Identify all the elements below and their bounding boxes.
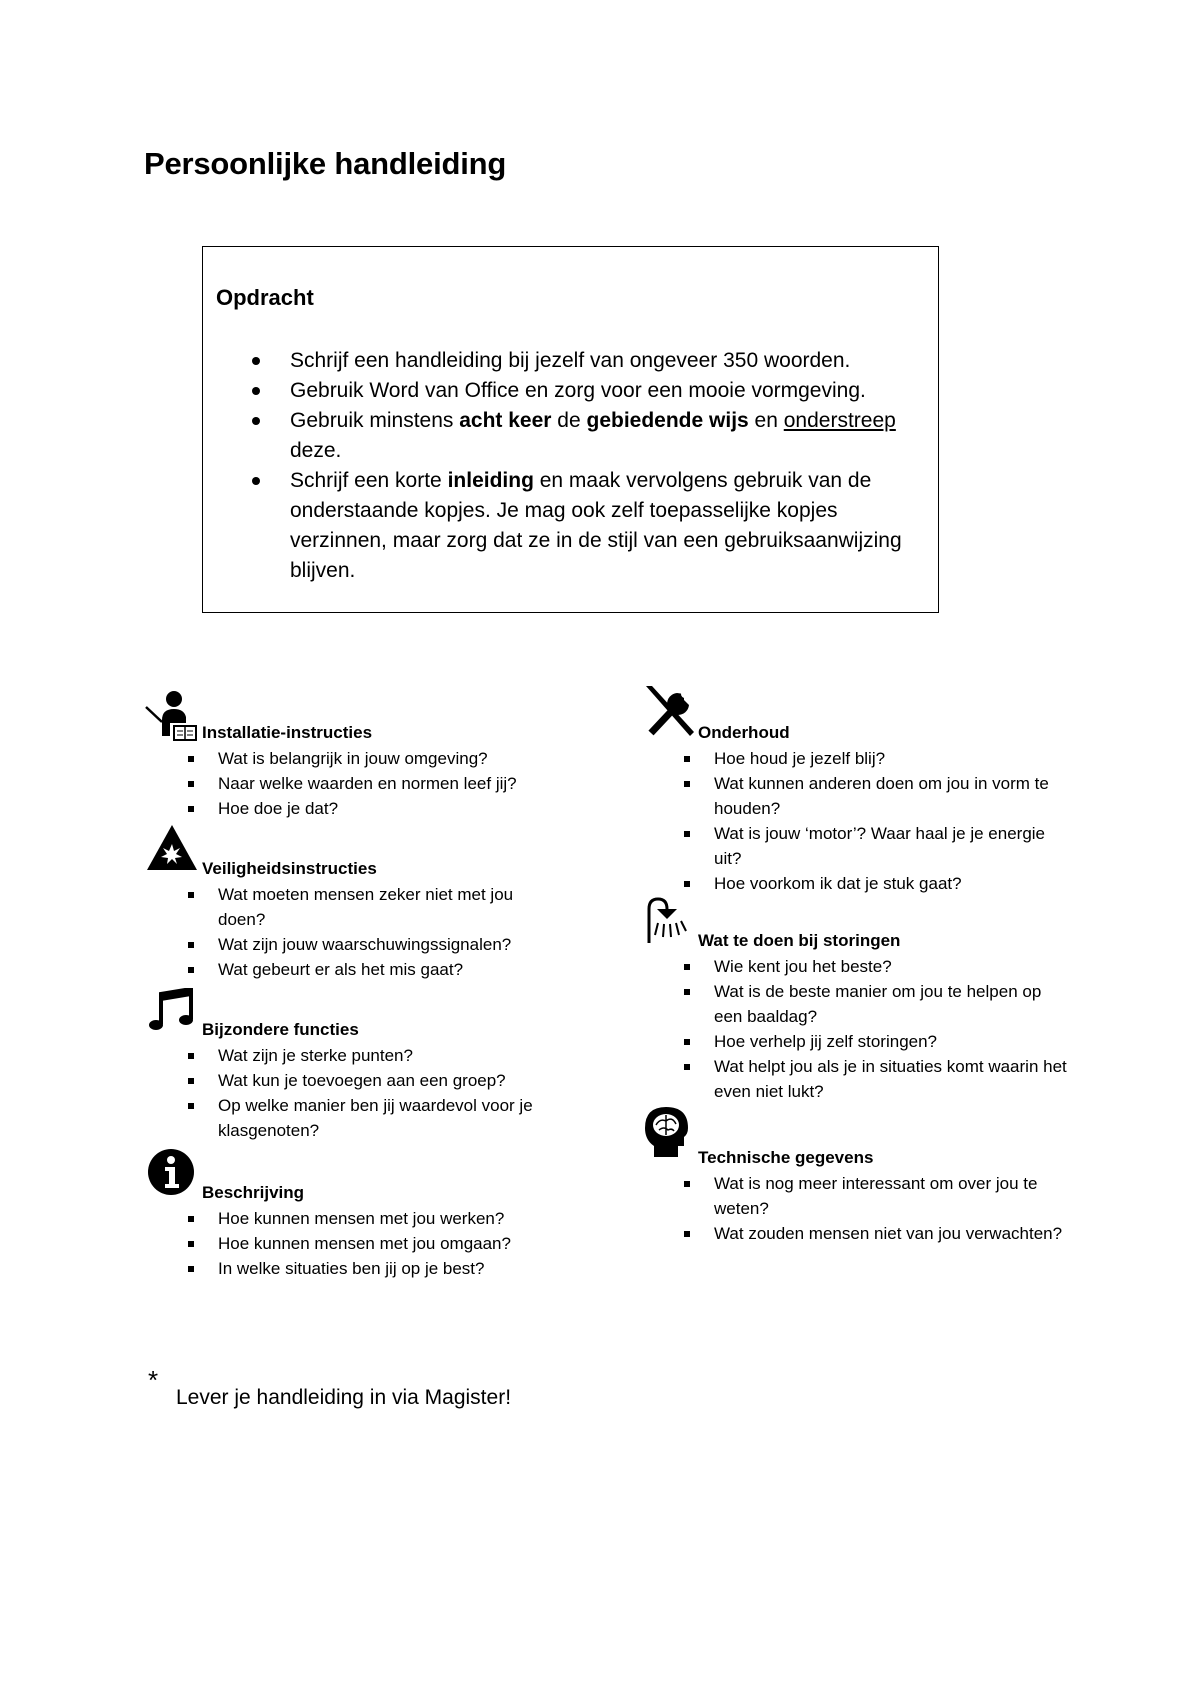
task-item [290, 376, 930, 406]
question-list [218, 882, 548, 982]
task-text: de [551, 409, 587, 432]
question-item: Naar welke waarden en normen leef jij? [218, 771, 568, 796]
question-item: Wat gebeurt er als het mis gaat? [218, 957, 548, 982]
question-item: Wat zijn jouw waarschuwingssignalen? [218, 932, 548, 957]
question-item: In welke situaties ben jij op je best? [218, 1256, 568, 1281]
info-icon [147, 1148, 195, 1196]
question-item: Hoe verhelp jij zelf storingen? [714, 1029, 1074, 1054]
question-item: Op welke manier ben jij waardevol voor je klasgenoten? [218, 1093, 578, 1143]
shower-icon [644, 895, 694, 945]
task-text: acht keer [459, 409, 552, 432]
section-heading: Technische gegevens [698, 1148, 874, 1167]
brain-head-icon [644, 1106, 690, 1158]
question-item: Wat is belangrijk in jouw omgeving? [218, 746, 568, 771]
question-list [714, 746, 1074, 896]
asterisk-icon: * [148, 1365, 159, 1395]
section-heading: Installatie-instructies [202, 723, 373, 742]
section-heading: Veiligheidsinstructies [202, 859, 377, 878]
question-item: Wat zijn je sterke punten? [218, 1043, 578, 1068]
question-item: Wie kent jou het beste? [714, 954, 1074, 979]
question-item: Hoe voorkom ik dat je stuk gaat? [714, 871, 1074, 896]
task-text: en [748, 409, 784, 432]
question-item: Wat is jouw ‘motor’? Waar haal je je energie uit? [714, 821, 1074, 871]
question-list [714, 954, 1074, 1104]
question-item: Wat is de beste manier om jou te helpen op een baaldag? [714, 979, 1074, 1029]
task-list [290, 346, 930, 586]
question-item: Wat helpt jou als je in situaties komt waarin het even niet lukt? [714, 1054, 1074, 1104]
task-item [290, 466, 930, 586]
question-item: Wat kunnen anderen doen om jou in vorm te houden? [714, 771, 1074, 821]
question-item: Hoe doe je dat? [218, 796, 568, 821]
question-list [218, 746, 568, 821]
footer-note: Lever je handleiding in via Magister! [176, 1386, 512, 1409]
question-item: Wat moeten mensen zeker niet met jou doen? [218, 882, 548, 932]
question-list [218, 1043, 578, 1143]
task-text: inleiding [447, 469, 534, 492]
section-heading: Beschrijving [202, 1183, 305, 1202]
section-heading: Bijzondere functies [202, 1020, 359, 1039]
teacher-icon [144, 690, 198, 742]
task-text: Schrijf een handleiding bij jezelf van ongeveer 350 woorden. [290, 349, 851, 372]
section-heading: Onderhoud [698, 723, 790, 742]
task-text: Gebruik minstens [290, 409, 460, 432]
tools-icon [641, 683, 697, 739]
task-item [290, 406, 930, 466]
task-text: onderstreep [783, 409, 896, 432]
question-item: Wat zouden mensen niet van jou verwachten? [714, 1221, 1074, 1246]
question-item: Wat kun je toevoegen aan een groep? [218, 1068, 578, 1093]
task-box [202, 246, 939, 613]
task-heading: Opdracht [216, 285, 314, 310]
task-item [290, 346, 930, 376]
document-title: Persoonlijke handleiding [144, 146, 507, 181]
question-item: Hoe kunnen mensen met jou werken? [218, 1206, 568, 1231]
question-item: Hoe kunnen mensen met jou omgaan? [218, 1231, 568, 1256]
task-text: gebiedende wijs [586, 409, 749, 432]
question-item: Wat is nog meer interessant om over jou te weten? [714, 1171, 1074, 1221]
section-heading: Wat te doen bij storingen [698, 931, 901, 950]
task-text: Gebruik Word van Office en zorg voor een mooie vormgeving. [290, 379, 866, 402]
task-text: deze. [290, 439, 342, 462]
question-list [714, 1171, 1074, 1246]
question-list [218, 1206, 568, 1281]
warning-explosion-icon [146, 824, 198, 872]
task-text: Schrijf een korte [290, 469, 448, 492]
music-note-icon [148, 988, 194, 1034]
task-text: en maak vervolgens gebruik van de onderstaande kopjes. Je mag ook zelf toepasselijke kopjes verzinnen, maar zorg dat ze in de stijl van een gebruiksaanwijzing blijven. [290, 469, 902, 582]
question-item: Hoe houd je jezelf blij? [714, 746, 1074, 771]
